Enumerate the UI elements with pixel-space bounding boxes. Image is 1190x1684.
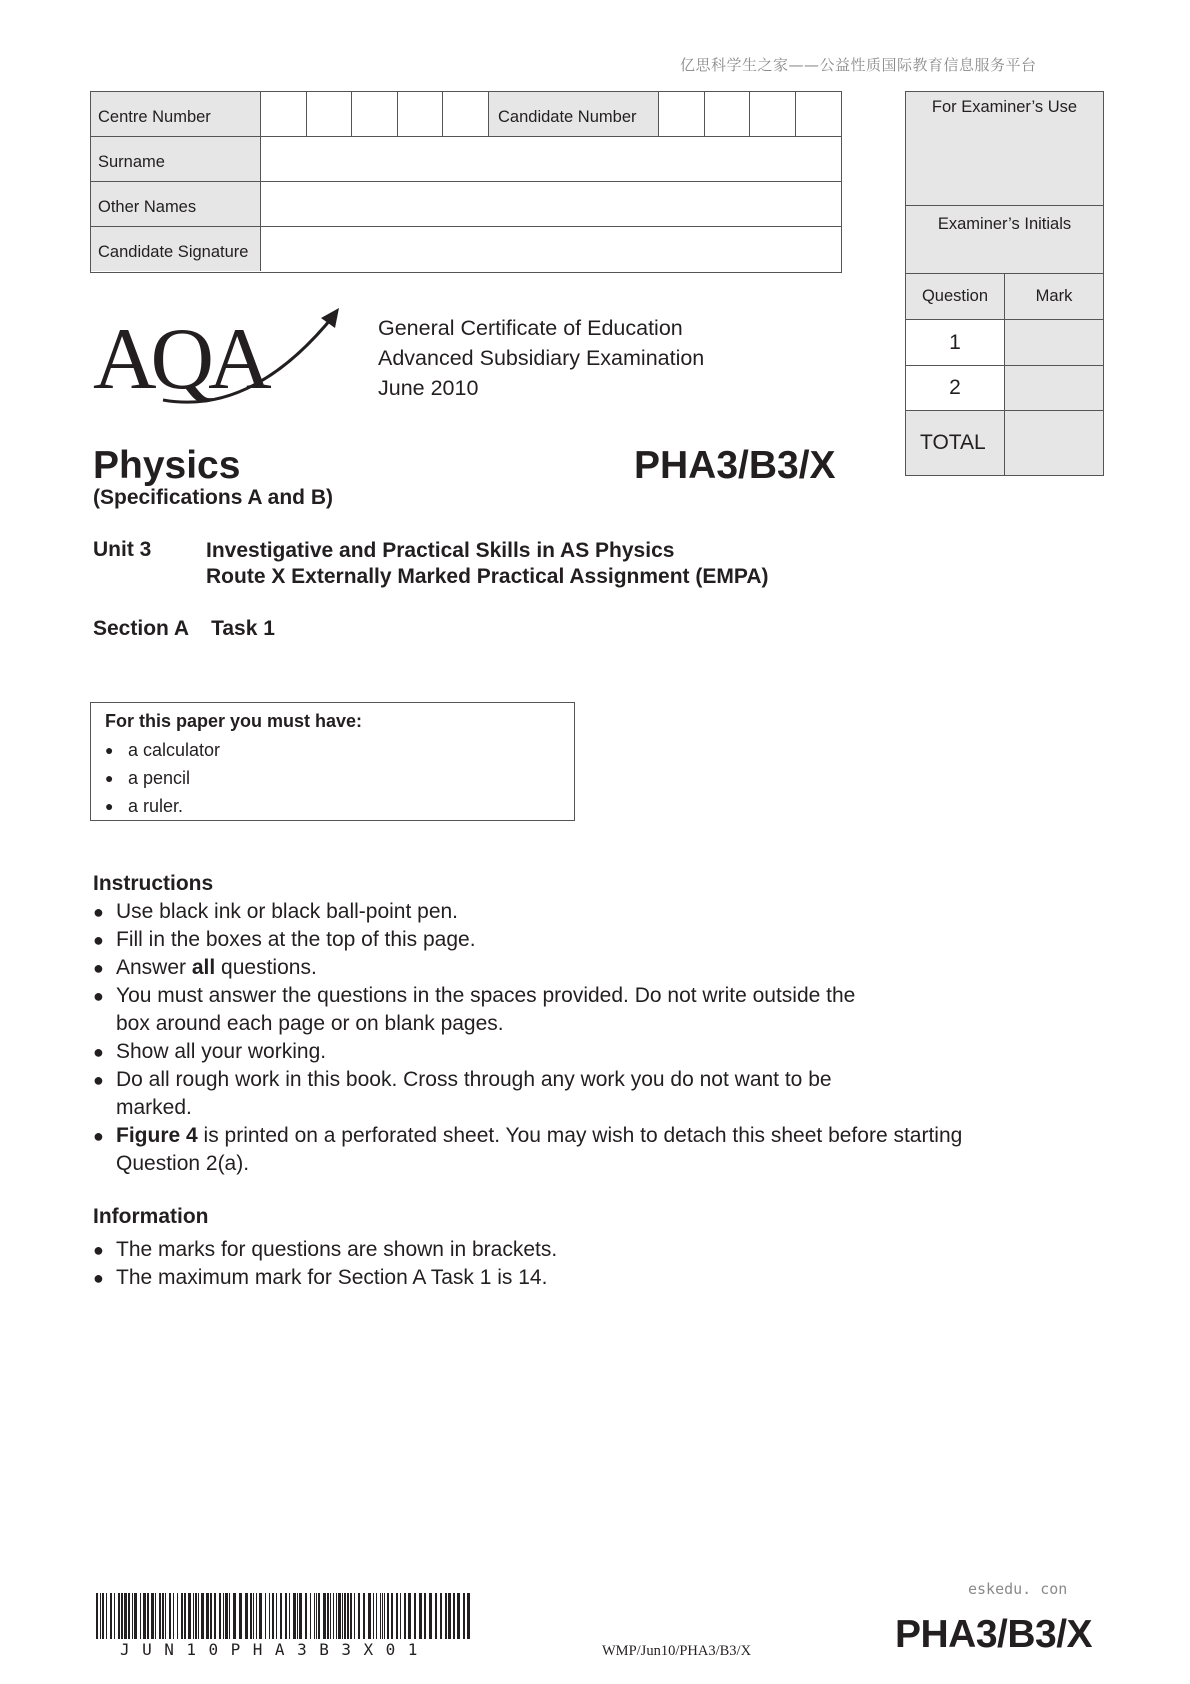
- barcode-bar: [358, 1593, 360, 1639]
- barcode-bar: [239, 1593, 242, 1639]
- bullet-icon: ●: [93, 986, 104, 1006]
- bullet-icon: ●: [93, 1268, 104, 1288]
- barcode-bar: [229, 1593, 230, 1639]
- unit-title-line-1: Investigative and Practical Skills in AS Physics: [206, 539, 675, 562]
- barcode-bar: [347, 1593, 349, 1639]
- barcode-bar: [124, 1593, 127, 1639]
- list-item: [93, 954, 1053, 982]
- instructions-heading: Instructions: [93, 872, 214, 895]
- barcode-bar: [404, 1593, 406, 1639]
- barcode-bar: [387, 1593, 389, 1639]
- barcode-bar: [143, 1593, 146, 1639]
- barcode-bar: [106, 1593, 107, 1639]
- barcode-bar: [363, 1593, 365, 1639]
- question-header: Question: [906, 274, 1005, 319]
- instructions-list: [93, 898, 1053, 1178]
- barcode-bar: [233, 1593, 236, 1639]
- barcode-bar: [429, 1593, 432, 1639]
- examiner-use-title: For Examiner’s Use: [906, 92, 1103, 206]
- barcode-bar: [201, 1593, 204, 1639]
- barcode-bar: [269, 1593, 270, 1639]
- centre-candidate-number-row: [91, 92, 841, 137]
- barcode-bar: [314, 1593, 315, 1639]
- list-item: [105, 792, 574, 820]
- candidate-number-label: Candidate Number: [489, 92, 659, 136]
- information-list: [93, 1236, 793, 1292]
- barcode-bar: [162, 1593, 164, 1639]
- barcode-bar: [299, 1593, 302, 1639]
- instruction-text: Figure 4 is printed on a perforated sheet. You may wish to detach this sheet before starting Question 2(a).: [116, 1124, 963, 1175]
- question-number: 1: [906, 320, 1005, 365]
- barcode-bar: [219, 1593, 221, 1639]
- list-item: [105, 764, 574, 792]
- barcode-bar: [293, 1593, 296, 1639]
- list-item: [93, 1038, 1053, 1066]
- barcode-bar: [327, 1593, 329, 1639]
- barcode-bar: [448, 1593, 451, 1639]
- bullet-icon: ●: [93, 1042, 104, 1062]
- barcode-bar: [368, 1593, 371, 1639]
- list-item: [93, 1264, 793, 1292]
- surname-field[interactable]: [262, 137, 841, 181]
- barcode-bar: [396, 1593, 398, 1639]
- centre-number-digit-box[interactable]: [443, 92, 489, 136]
- barcode-bar: [177, 1593, 178, 1639]
- bullet-icon: ●: [105, 798, 114, 814]
- candidate-details-box: [90, 91, 842, 273]
- barcode-bar: [336, 1593, 337, 1639]
- barcode-bar: [250, 1593, 252, 1639]
- barcode-bar: [110, 1593, 112, 1639]
- materials-heading: For this paper you must have:: [105, 711, 363, 731]
- bullet-icon: ●: [105, 742, 114, 758]
- barcode-bar: [323, 1593, 326, 1639]
- section-task: [93, 617, 275, 641]
- bullet-icon: ●: [93, 1070, 104, 1090]
- examiner-grid-header: [906, 274, 1103, 320]
- barcode-bar: [440, 1593, 442, 1639]
- barcode-bar: [342, 1593, 343, 1639]
- barcode-bar: [225, 1593, 228, 1639]
- barcode-bar: [435, 1593, 437, 1639]
- list-item: [93, 1236, 793, 1264]
- instruction-text: Do all rough work in this book. Cross through any work you do not want to be marked.: [116, 1068, 832, 1119]
- paper-code: PHA3/B3/X: [634, 444, 836, 487]
- mark-cell[interactable]: [1005, 320, 1103, 365]
- barcode-bar: [382, 1593, 383, 1639]
- barcode-bar: [445, 1593, 447, 1639]
- centre-number-label: Centre Number: [91, 92, 261, 136]
- svg-text:AQA: AQA: [93, 311, 266, 408]
- candidate-number-digit-box[interactable]: [750, 92, 796, 136]
- bullet-icon: ●: [93, 958, 104, 978]
- barcode-bar: [333, 1593, 334, 1639]
- instruction-text: You must answer the questions in the spaces provided. Do not write outside the box around each page or on blank pages.: [116, 984, 856, 1035]
- barcode-bar: [102, 1593, 104, 1639]
- unit-label: Unit 3: [93, 538, 152, 561]
- exam-date: June 2010: [378, 376, 479, 400]
- barcode-bar: [354, 1593, 355, 1639]
- candidate-number-digit-box[interactable]: [705, 92, 751, 136]
- aqa-logo: [93, 308, 343, 408]
- examiner-total-row: [906, 411, 1103, 475]
- barcode-bar: [453, 1593, 455, 1639]
- barcode-bar: [373, 1593, 374, 1639]
- barcode-bar: [384, 1593, 385, 1639]
- barcode-bar: [184, 1593, 186, 1639]
- bullet-icon: ●: [93, 1126, 104, 1146]
- certificate-line-2: Advanced Subsidiary Examination: [378, 346, 705, 370]
- barcode-bar: [140, 1593, 141, 1639]
- barcode-bar: [121, 1593, 123, 1639]
- barcode-bar: [457, 1593, 460, 1639]
- qualification-details: [378, 313, 704, 403]
- centre-number-digit-box[interactable]: [398, 92, 444, 136]
- centre-number-digit-box[interactable]: [307, 92, 353, 136]
- list-item: [93, 1066, 1053, 1122]
- material-text: a pencil: [128, 768, 191, 788]
- total-mark-cell[interactable]: [1005, 411, 1103, 475]
- signature-row: [91, 227, 841, 271]
- barcode-bar: [181, 1593, 183, 1639]
- barcode-bar: [350, 1593, 352, 1639]
- bullet-icon: ●: [93, 930, 104, 950]
- barcode-bar: [463, 1593, 465, 1639]
- barcode-bar: [256, 1593, 257, 1639]
- barcode-bar: [155, 1593, 156, 1639]
- barcode-bar: [424, 1593, 426, 1639]
- barcode-bar: [165, 1593, 166, 1639]
- barcode-bar: [151, 1593, 154, 1639]
- barcode-text: JUN10PHA3B3X01: [120, 1640, 430, 1659]
- section-label: Section A: [93, 617, 190, 640]
- instruction-text: Show all your working.: [116, 1040, 327, 1063]
- barcode-bar: [330, 1593, 331, 1639]
- unit-title: [206, 538, 769, 590]
- signature-label: Candidate Signature: [91, 227, 261, 271]
- candidate-number-digit-box[interactable]: [659, 92, 705, 136]
- footer-watermark: eskedu. con: [968, 1580, 1068, 1598]
- list-item: [93, 982, 1053, 1038]
- list-item: [93, 926, 1053, 954]
- barcode-bar: [408, 1593, 411, 1639]
- footer-paper-code: PHA3/B3/X: [895, 1613, 1093, 1656]
- certificate-line-1: General Certificate of Education: [378, 316, 683, 340]
- barcode-bar: [272, 1593, 274, 1639]
- barcode-bar: [380, 1593, 381, 1639]
- barcode-bar: [193, 1593, 194, 1639]
- barcode-bar: [223, 1593, 224, 1639]
- barcode-bar: [305, 1593, 307, 1639]
- barcode-bar: [118, 1593, 120, 1639]
- barcode-bar: [289, 1593, 290, 1639]
- barcode-bar: [419, 1593, 422, 1639]
- list-item: [93, 1122, 1053, 1178]
- barcode-bar: [316, 1593, 317, 1639]
- mark-cell[interactable]: [1005, 366, 1103, 410]
- information-heading: Information: [93, 1205, 209, 1228]
- barcode-bar: [159, 1593, 161, 1639]
- information-text: The marks for questions are shown in brackets.: [116, 1238, 558, 1261]
- barcode-bar: [210, 1593, 212, 1639]
- candidate-number-digit-box[interactable]: [796, 92, 842, 136]
- instruction-text: Fill in the boxes at the top of this page.: [116, 928, 476, 951]
- barcode-bar: [128, 1593, 130, 1639]
- subject-title: Physics: [93, 444, 241, 487]
- barcode-bar: [134, 1593, 137, 1639]
- task-label: Task 1: [211, 617, 275, 640]
- list-item: [93, 898, 1053, 926]
- bullet-icon: ●: [93, 902, 104, 922]
- signature-field[interactable]: [262, 227, 841, 271]
- barcode-bar: [376, 1593, 377, 1639]
- barcode-bar: [114, 1593, 115, 1639]
- other-names-field[interactable]: [262, 182, 841, 226]
- barcode-bar: [285, 1593, 287, 1639]
- barcode-bar: [391, 1593, 393, 1639]
- barcode-bar: [414, 1593, 416, 1639]
- instruction-text: Answer all questions.: [116, 956, 317, 979]
- unit-title-line-2: Route X Externally Marked Practical Assignment (EMPA): [206, 565, 769, 588]
- barcode-bar: [195, 1593, 197, 1639]
- barcode-bar: [96, 1593, 98, 1639]
- barcode-bar: [467, 1593, 470, 1639]
- barcode-bar: [265, 1593, 266, 1639]
- barcode-bar: [100, 1593, 101, 1639]
- barcode-bar: [310, 1593, 311, 1639]
- surname-row: [91, 137, 841, 182]
- other-names-row: [91, 182, 841, 227]
- information-text: The maximum mark for Section A Task 1 is 14.: [116, 1266, 548, 1289]
- examiner-row-2: [906, 366, 1103, 411]
- material-text: a calculator: [128, 740, 221, 760]
- barcode-bar: [173, 1593, 174, 1639]
- barcode-bar: [198, 1593, 199, 1639]
- barcode-bar: [344, 1593, 346, 1639]
- barcode-bar: [338, 1593, 341, 1639]
- specification: (Specifications A and B): [93, 486, 333, 509]
- barcode-bar: [188, 1593, 191, 1639]
- examiner-use-box: [905, 91, 1104, 476]
- instruction-text: Use black ink or black ball-point pen.: [116, 900, 459, 923]
- barcode-bar: [253, 1593, 254, 1639]
- barcode-bar: [206, 1593, 209, 1639]
- other-names-label: Other Names: [91, 182, 261, 226]
- bullet-icon: ●: [93, 1240, 104, 1260]
- barcode-bar: [132, 1593, 133, 1639]
- centre-number-digit-box[interactable]: [352, 92, 398, 136]
- total-label: TOTAL: [906, 411, 1005, 475]
- surname-label: Surname: [91, 137, 261, 181]
- list-item: [105, 736, 574, 764]
- examiners-initials-label: Examiner’s Initials: [906, 206, 1103, 274]
- watermark-top: 亿思科学生之家——公益性质国际教育信息服务平台: [680, 56, 1037, 74]
- barcode: [96, 1593, 470, 1639]
- barcode-bar: [280, 1593, 282, 1639]
- material-text: a ruler.: [128, 796, 184, 816]
- centre-number-digit-box[interactable]: [261, 92, 307, 136]
- examiner-row-1: [906, 320, 1103, 366]
- barcode-bar: [297, 1593, 298, 1639]
- bullet-icon: ●: [105, 770, 114, 786]
- materials-box: [90, 702, 575, 821]
- barcode-bar: [400, 1593, 401, 1639]
- barcode-bar: [169, 1593, 171, 1639]
- footer-reference: WMP/Jun10/PHA3/B3/X: [602, 1643, 752, 1659]
- barcode-bar: [318, 1593, 320, 1639]
- question-number: 2: [906, 366, 1005, 410]
- barcode-bar: [276, 1593, 277, 1639]
- mark-header: Mark: [1035, 287, 1073, 305]
- barcode-bar: [214, 1593, 216, 1639]
- barcode-bar: [147, 1593, 149, 1639]
- barcode-bar: [259, 1593, 262, 1639]
- barcode-bar: [245, 1593, 248, 1639]
